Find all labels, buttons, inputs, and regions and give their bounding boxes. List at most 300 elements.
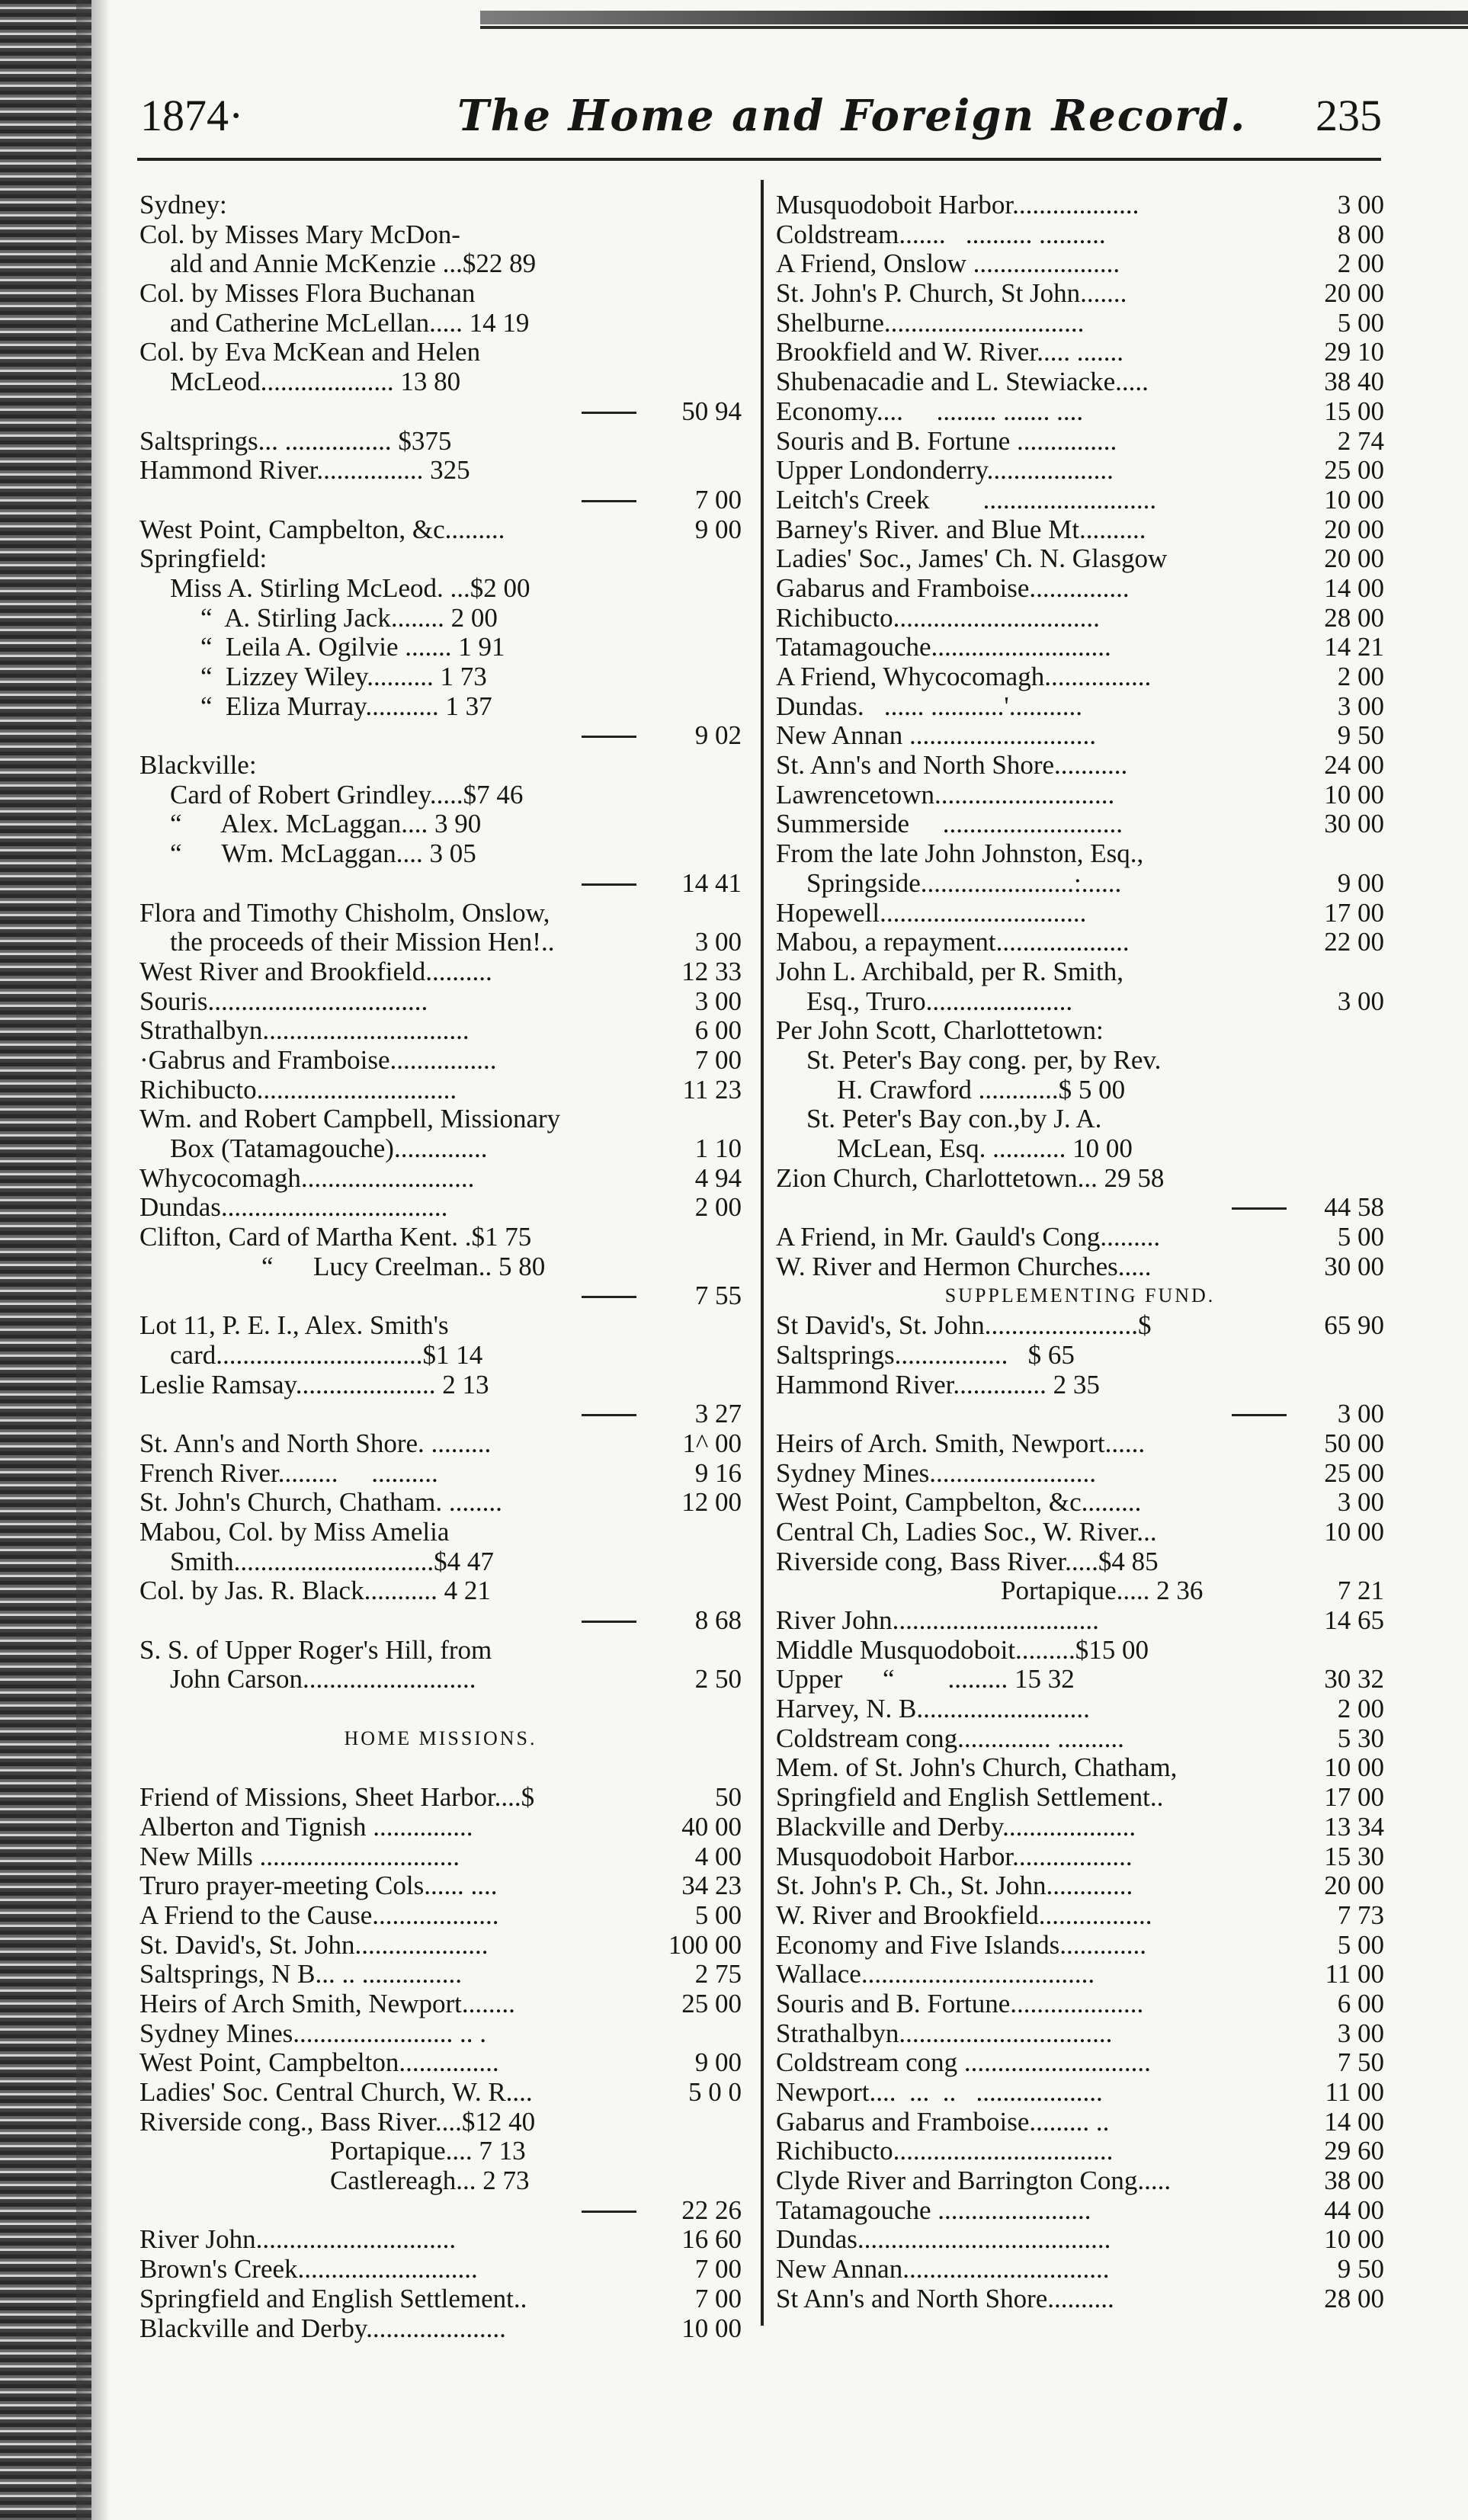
right-entry-line xyxy=(776,427,1384,457)
entry-amount: 3 00 xyxy=(1337,1399,1384,1429)
entry-amount: 9 00 xyxy=(1337,867,1384,898)
entry-amount: 30 00 xyxy=(1324,809,1384,839)
subtotal-rule xyxy=(582,1414,636,1416)
entry-label: Brookfield and W. River..... ....... xyxy=(776,337,1123,367)
left-entry-line xyxy=(139,1636,742,1666)
entry-amount: 2 50 xyxy=(694,1664,742,1694)
entry-label: the proceeds of their Mission Hen!.. xyxy=(170,927,555,957)
left-entry-line xyxy=(139,2314,742,2344)
subtotal-rule xyxy=(582,1621,636,1623)
left-entry-line xyxy=(139,515,742,545)
entry-label: St Ann's and North Shore.......... xyxy=(776,2283,1114,2313)
entry-label: A Friend, in Mr. Gauld's Cong......... xyxy=(776,1222,1161,1252)
left-entry-line xyxy=(139,1016,742,1046)
entry-amount: 14 21 xyxy=(1324,632,1384,662)
entry-label: Sydney Mines........................ .. . xyxy=(139,2018,486,2048)
right-entry-line xyxy=(776,191,1384,220)
entry-amount: 7 50 xyxy=(1337,2047,1384,2078)
right-entry-line xyxy=(776,1016,1384,1046)
entry-amount: 5 30 xyxy=(1337,1723,1384,1753)
left-entry-line xyxy=(139,2048,742,2078)
entry-label: Hopewell............................... xyxy=(776,897,1087,928)
entry-label: Mabou, a repayment.................... xyxy=(776,927,1130,957)
entry-amount: 12 00 xyxy=(681,1487,742,1518)
entry-amount: 22 00 xyxy=(1324,927,1384,957)
left-entry-line xyxy=(139,191,742,220)
entry-label: Springside.......................:...... xyxy=(806,867,1122,898)
left-entry-line xyxy=(139,1399,742,1429)
entry-label: Souris and B. Fortune ............... xyxy=(776,425,1117,456)
right-entry-line xyxy=(776,1488,1384,1518)
entry-label: Dundas. ...... ...........'........... xyxy=(776,691,1082,721)
entry-label: Miss A. Stirling McLeod. ...$2 00 xyxy=(170,572,530,603)
entry-label: St. Ann's and North Shore. ......... xyxy=(139,1428,492,1458)
entry-label: Smith..............................$4 47 xyxy=(170,1546,494,1576)
right-entry-line xyxy=(776,2137,1384,2166)
left-entry-line xyxy=(139,2137,742,2166)
right-entry-line xyxy=(776,1164,1384,1194)
section-heading: HOME MISSIONS. xyxy=(344,1726,537,1749)
right-entry-line xyxy=(776,1636,1384,1666)
entry-label: Alberton and Tignish ............... xyxy=(139,1811,473,1842)
entry-label: River John............................... xyxy=(776,1605,1099,1635)
right-entry-line xyxy=(776,1399,1384,1429)
entry-amount: 3 00 xyxy=(1337,691,1384,721)
entry-amount: 4 94 xyxy=(694,1162,742,1193)
entry-amount: 20 00 xyxy=(1324,278,1384,309)
left-entry-line xyxy=(139,1724,742,1754)
entry-amount: 9 00 xyxy=(694,2047,742,2078)
left-entry-line xyxy=(139,1871,742,1901)
entry-label: Flora and Timothy Chisholm, Onslow, xyxy=(139,897,550,928)
right-entry-line xyxy=(776,692,1384,722)
left-entry-line xyxy=(139,1193,742,1223)
entry-label: Musquodoboit Harbor................... xyxy=(776,190,1139,220)
entry-label: ·Gabrus and Framboise................ xyxy=(139,1044,497,1075)
entry-amount: 6 00 xyxy=(1337,1988,1384,2018)
entry-label: and Catherine McLellan..... 14 19 xyxy=(170,307,530,338)
entry-amount: 11 23 xyxy=(682,1074,742,1105)
entry-label: Gabarus and Framboise......... .. xyxy=(776,2106,1110,2137)
left-entry-line xyxy=(139,1223,742,1252)
entry-label: card...............................$1 14 xyxy=(170,1339,483,1370)
entry-label: Gabarus and Framboise............... xyxy=(776,572,1130,603)
left-entry-line xyxy=(139,1371,742,1400)
subtotal-rule xyxy=(1232,1414,1287,1416)
right-entry-line xyxy=(776,1105,1384,1134)
left-entry-line xyxy=(139,2166,742,2196)
left-entry-line xyxy=(139,1281,742,1311)
right-entry-line xyxy=(776,1813,1384,1842)
left-entry-line xyxy=(139,899,742,928)
entry-amount: 14 41 xyxy=(681,867,742,898)
entry-label: “ Wm. McLaggan.... 3 05 xyxy=(170,838,476,869)
entry-label: Portapique..... 2 36 xyxy=(1001,1576,1204,1606)
left-entry-line xyxy=(139,2255,742,2284)
entry-label: Wallace................................... xyxy=(776,1959,1095,1989)
left-entry-line xyxy=(139,1311,742,1341)
entry-amount: 2 00 xyxy=(694,1192,742,1223)
entry-label: Richibucto............................... xyxy=(776,602,1100,633)
column-divider xyxy=(761,180,764,2326)
left-entry-line xyxy=(139,309,742,338)
entry-amount: 7 55 xyxy=(694,1281,742,1311)
left-entry-line xyxy=(139,721,742,751)
left-entry-line xyxy=(139,751,742,781)
entry-label: Col. by Misses Mary McDon- xyxy=(139,219,460,249)
left-entry-line xyxy=(139,1341,742,1371)
entry-amount: 10 00 xyxy=(681,2313,742,2343)
entry-label: Ladies' Soc., James' Ch. N. Glasgow xyxy=(776,543,1168,574)
left-entry-line xyxy=(139,1576,742,1606)
binding-shadow xyxy=(76,0,111,2520)
entry-label: Sydney: xyxy=(139,190,227,220)
right-entry-line xyxy=(776,2196,1384,2226)
entry-label: Sydney Mines......................... xyxy=(776,1457,1096,1488)
entry-label: St. David's, St. John.................... xyxy=(139,1929,489,1960)
entry-amount: 14 00 xyxy=(1324,2106,1384,2137)
entry-label: Card of Robert Grindley.....$7 46 xyxy=(170,779,524,810)
left-entry-line xyxy=(139,1783,742,1813)
header-title: The Home and Foreign Record. xyxy=(457,91,1247,141)
entry-label: Leslie Ramsay..................... 2 13 xyxy=(139,1369,489,1399)
right-entry-line xyxy=(776,987,1384,1017)
entry-amount: 25 00 xyxy=(1324,1457,1384,1488)
entry-label: Upper Londonderry................... xyxy=(776,455,1114,486)
entry-amount: 17 00 xyxy=(1324,897,1384,928)
entry-label: St David's, St. John.......................$ xyxy=(776,1310,1152,1341)
right-entry-line xyxy=(776,1960,1384,1989)
left-entry-line xyxy=(139,367,742,397)
entry-label: W. River and Brookfield................. xyxy=(776,1900,1152,1930)
entry-label: St. Peter's Bay con.,by J. A. xyxy=(806,1104,1102,1134)
entry-amount: 5 00 xyxy=(1337,1222,1384,1252)
entry-amount: 14 65 xyxy=(1324,1605,1384,1635)
entry-label: St. Peter's Bay cong. per, by Rev. xyxy=(806,1044,1162,1075)
subtotal-rule xyxy=(582,1296,636,1298)
entry-label: “ Lizzey Wiley.......... 1 73 xyxy=(200,662,487,691)
right-entry-line xyxy=(776,1429,1384,1459)
right-entry-line xyxy=(776,2108,1384,2137)
entry-label: Truro prayer-meeting Cols...... .... xyxy=(139,1871,498,1901)
entry-amount: 34 23 xyxy=(681,1871,742,1901)
entry-label: A Friend, Whycocomagh................ xyxy=(776,662,1152,691)
left-entry-line xyxy=(139,1518,742,1547)
entry-label: Leitch's Creek .......................... xyxy=(776,484,1157,515)
entry-label: Per John Scott, Charlottetown: xyxy=(776,1015,1104,1046)
entry-amount: 9 50 xyxy=(1337,2254,1384,2284)
right-entry-line xyxy=(776,928,1384,957)
entry-label: Musquodoboit Harbor.................. xyxy=(776,1841,1133,1871)
entry-amount: 6 00 xyxy=(694,1015,742,1046)
entry-amount: 40 00 xyxy=(681,1811,742,1842)
entry-amount: 9 16 xyxy=(694,1457,742,1488)
right-entry-line xyxy=(776,839,1384,869)
subtotal-rule xyxy=(582,412,636,414)
entry-amount: 1 10 xyxy=(694,1133,742,1163)
entry-amount: 11 00 xyxy=(1325,1959,1384,1989)
entry-amount: 24 00 xyxy=(1324,750,1384,781)
entry-amount: 10 00 xyxy=(1324,2224,1384,2255)
right-entry-line xyxy=(776,1901,1384,1931)
left-entry-line xyxy=(139,486,742,515)
left-entry-line xyxy=(139,1488,742,1518)
entry-amount: 100 00 xyxy=(668,1929,742,1960)
right-entry-line xyxy=(776,2048,1384,2078)
subtotal-rule xyxy=(582,883,636,886)
entry-label: St. John's P. Ch., St. John............. xyxy=(776,1871,1133,1901)
entry-label: Blackville and Derby..................... xyxy=(139,2313,506,2343)
right-entry-line xyxy=(776,574,1384,604)
entry-amount: 7 00 xyxy=(694,484,742,515)
entry-label: Springfield and English Settlement.. xyxy=(776,1782,1164,1813)
right-entry-line xyxy=(776,662,1384,692)
entry-label: Hammond River.............. 2 35 xyxy=(776,1369,1100,1399)
right-entry-line xyxy=(776,781,1384,810)
entry-label: Richibucto................................. xyxy=(776,2136,1114,2166)
entry-amount: 7 00 xyxy=(694,2254,742,2284)
right-entry-line xyxy=(776,1842,1384,1872)
right-entry-line xyxy=(776,633,1384,662)
entry-amount: 2 00 xyxy=(1337,1694,1384,1724)
right-entry-line xyxy=(776,1753,1384,1783)
entry-amount: 3 00 xyxy=(1337,986,1384,1016)
left-entry-line xyxy=(139,279,742,309)
entry-amount: 2 75 xyxy=(694,1959,742,1989)
right-entry-line xyxy=(776,367,1384,397)
entry-label: West River and Brookfield.......... xyxy=(139,956,492,986)
entry-label: A Friend, Onslow ...................... xyxy=(776,248,1120,279)
entry-label: Barney's River. and Blue Mt.......... xyxy=(776,514,1146,544)
entry-amount: 2 00 xyxy=(1337,248,1384,279)
right-entry-line xyxy=(776,1576,1384,1606)
entry-amount: 9 02 xyxy=(694,720,742,751)
entry-label: Blackville and Derby.................... xyxy=(776,1811,1136,1842)
left-entry-line xyxy=(139,1429,742,1459)
entry-amount: 3 27 xyxy=(694,1399,742,1429)
right-entry-line xyxy=(776,751,1384,781)
entry-label: West Point, Campbelton, &c......... xyxy=(776,1487,1142,1518)
entry-label: Tatamagouche ....................... xyxy=(776,2195,1091,2225)
entry-label: “ Alex. McLaggan.... 3 90 xyxy=(170,809,482,839)
entry-amount: 20 00 xyxy=(1324,543,1384,574)
left-entry-line xyxy=(139,662,742,692)
entry-amount: 10 00 xyxy=(1324,779,1384,810)
right-entry-line xyxy=(776,1076,1384,1105)
entry-amount: 16 60 xyxy=(681,2224,742,2255)
entry-amount: 8 00 xyxy=(1337,219,1384,249)
entry-amount: 38 40 xyxy=(1324,367,1384,397)
entry-amount: 7 00 xyxy=(694,2283,742,2313)
entry-label: Zion Church, Charlottetown... 29 58 xyxy=(776,1162,1165,1193)
right-entry-line xyxy=(776,249,1384,279)
entry-amount: 9 00 xyxy=(694,514,742,544)
right-entry-line xyxy=(776,1459,1384,1489)
left-entry-line xyxy=(139,1753,742,1783)
right-entry-line xyxy=(776,810,1384,839)
left-entry-line xyxy=(139,987,742,1017)
entry-amount: 17 00 xyxy=(1324,1782,1384,1813)
left-entry-line xyxy=(139,1901,742,1931)
entry-label: H. Crawford ............$ 5 00 xyxy=(837,1074,1126,1105)
entry-label: Whycocomagh.......................... xyxy=(139,1162,475,1193)
entry-amount: 7 21 xyxy=(1337,1576,1384,1606)
entry-amount: 10 00 xyxy=(1324,1752,1384,1783)
entry-label: New Mills .............................. xyxy=(139,1841,460,1871)
entry-label: Wm. and Robert Campbell, Missionary xyxy=(139,1104,561,1134)
entry-label: “ Lucy Creelman.. 5 80 xyxy=(261,1251,546,1281)
entry-label: From the late John Johnston, Esq., xyxy=(776,838,1144,869)
entry-label: Saltsprings................. $ 65 xyxy=(776,1339,1075,1370)
right-entry-line xyxy=(776,1252,1384,1282)
right-entry-line xyxy=(776,1046,1384,1076)
entry-label: Riverside cong., Bass River....$12 40 xyxy=(139,2106,536,2137)
entry-label: Ladies' Soc. Central Church, W. R.... xyxy=(139,2077,533,2107)
entry-amount: 44 58 xyxy=(1324,1192,1384,1223)
entry-label: “ A. Stirling Jack........ 2 00 xyxy=(200,602,498,633)
left-entry-line xyxy=(139,220,742,250)
entry-label: New Annan ............................ xyxy=(776,720,1096,751)
left-entry-line xyxy=(139,2225,742,2255)
left-entry-line xyxy=(139,1134,742,1164)
left-entry-line xyxy=(139,1813,742,1842)
entry-amount: 10 00 xyxy=(1324,484,1384,515)
entry-amount: 28 00 xyxy=(1324,602,1384,633)
entry-label: Souris................................. xyxy=(139,986,428,1016)
left-entry-line xyxy=(139,1960,742,1989)
left-entry-line xyxy=(139,1606,742,1636)
entry-label: Portapique.... 7 13 xyxy=(330,2136,526,2166)
left-entry-line xyxy=(139,544,742,574)
entry-amount: 4 00 xyxy=(694,1841,742,1871)
entry-label: Shubenacadie and L. Stewiacke..... xyxy=(776,367,1149,397)
entry-amount: 38 00 xyxy=(1324,2166,1384,2196)
section-heading: SUPPLEMENTING FUND. xyxy=(944,1284,1216,1307)
entry-label: Friend of Missions, Sheet Harbor....$ xyxy=(139,1782,535,1813)
entry-amount: 15 00 xyxy=(1324,396,1384,426)
entry-label: Hammond River................ 325 xyxy=(139,455,470,486)
right-entry-line xyxy=(776,309,1384,338)
entry-label: Strathalbyn................................ xyxy=(776,2018,1113,2048)
entry-label: Clifton, Card of Martha Kent. .$1 75 xyxy=(139,1222,532,1252)
left-entry-line xyxy=(139,1842,742,1872)
header-year: 1874· xyxy=(140,91,244,140)
entry-amount: 3 00 xyxy=(694,927,742,957)
entry-label: St. Ann's and North Shore........... xyxy=(776,750,1128,781)
right-entry-line xyxy=(776,1134,1384,1164)
entry-label: Coldstream cong ............................ xyxy=(776,2047,1151,2078)
left-entry-line xyxy=(139,928,742,957)
entry-label: Richibucto.............................. xyxy=(139,1074,457,1105)
left-entry-line xyxy=(139,2108,742,2137)
left-entry-line xyxy=(139,1694,742,1724)
entry-amount: 9 50 xyxy=(1337,720,1384,751)
entry-label: S. S. of Upper Roger's Hill, from xyxy=(139,1634,492,1665)
top-thin-rule xyxy=(480,26,1468,29)
entry-label: Esq., Truro...................... xyxy=(806,986,1073,1016)
left-entry-line xyxy=(139,1105,742,1134)
entry-label: Tatamagouche........................... xyxy=(776,632,1111,662)
right-entry-line xyxy=(776,1783,1384,1813)
header-page-number: 235 xyxy=(1316,91,1382,140)
entry-label: W. River and Hermon Churches..... xyxy=(776,1251,1152,1281)
left-entry-line xyxy=(139,338,742,367)
right-entry-line xyxy=(776,2019,1384,2049)
entry-label: Strathalbyn............................... xyxy=(139,1015,470,1046)
entry-label: Saltsprings... ................ $375 xyxy=(139,425,452,456)
right-entry-line xyxy=(776,220,1384,250)
right-entry-line xyxy=(776,1547,1384,1577)
left-entry-line xyxy=(139,869,742,899)
entry-label: Newport.... ... .. ................... xyxy=(776,2077,1103,2107)
subtotal-rule xyxy=(582,500,636,502)
right-entry-line xyxy=(776,1341,1384,1371)
entry-label: Coldstream....... .......... .......... xyxy=(776,219,1106,249)
right-entry-line xyxy=(776,2078,1384,2108)
right-entry-line xyxy=(776,2255,1384,2284)
entry-amount: 15 30 xyxy=(1324,1841,1384,1871)
entry-amount: 20 00 xyxy=(1324,1871,1384,1901)
left-entry-line xyxy=(139,1164,742,1194)
left-entry-line xyxy=(139,249,742,279)
entry-amount: 50 xyxy=(715,1782,742,1813)
entry-label: Springfield and English Settlement.. xyxy=(139,2283,527,2313)
right-entry-line xyxy=(776,1931,1384,1961)
entry-amount: 3 00 xyxy=(1337,190,1384,220)
entry-amount: 65 90 xyxy=(1324,1310,1384,1341)
right-entry-line xyxy=(776,604,1384,633)
entry-amount: 7 00 xyxy=(694,1044,742,1075)
entry-label: St. John's Church, Chatham. ........ xyxy=(139,1487,502,1518)
right-entry-line xyxy=(776,957,1384,987)
left-entry-line xyxy=(139,2196,742,2226)
left-entry-line xyxy=(139,604,742,633)
right-entry-line xyxy=(776,515,1384,545)
left-entry-line xyxy=(139,1989,742,2019)
right-entry-line xyxy=(776,1518,1384,1547)
entry-amount: 12 33 xyxy=(681,956,742,986)
entry-label: St. John's P. Church, St John....... xyxy=(776,278,1127,309)
top-ornamental-rule xyxy=(480,11,1468,24)
right-entry-line xyxy=(776,1665,1384,1694)
right-entry-line xyxy=(776,1371,1384,1400)
entry-amount: 20 00 xyxy=(1324,514,1384,544)
right-entry-line xyxy=(776,1193,1384,1223)
right-entry-line xyxy=(776,1871,1384,1901)
entry-label: Col. by Eva McKean and Helen xyxy=(139,337,481,367)
entry-label: West Point, Campbelton............... xyxy=(139,2047,499,2078)
right-entry-line xyxy=(776,456,1384,486)
left-entry-line xyxy=(139,957,742,987)
entry-amount: 3 00 xyxy=(1337,1487,1384,1518)
entry-amount: 1^ 00 xyxy=(682,1428,742,1458)
right-entry-line xyxy=(776,869,1384,899)
right-entry-line xyxy=(776,279,1384,309)
entry-amount: 7 73 xyxy=(1337,1900,1384,1930)
entry-label: Heirs of Arch Smith, Newport........ xyxy=(139,1988,515,2018)
entry-amount: 2 00 xyxy=(1337,662,1384,691)
entry-amount: 14 00 xyxy=(1324,572,1384,603)
entry-label: Castlereagh... 2 73 xyxy=(330,2166,530,2196)
entry-label: Clyde River and Barrington Cong..... xyxy=(776,2166,1172,2196)
entry-label: McLean, Esq. ........... 10 00 xyxy=(837,1133,1133,1163)
entry-label: Springfield: xyxy=(139,543,268,574)
entry-label: Col. by Misses Flora Buchanan xyxy=(139,278,476,309)
entry-amount: 29 60 xyxy=(1324,2136,1384,2166)
left-entry-line xyxy=(139,2284,742,2314)
right-entry-line xyxy=(776,338,1384,367)
entry-label: John Carson.......................... xyxy=(170,1664,476,1694)
